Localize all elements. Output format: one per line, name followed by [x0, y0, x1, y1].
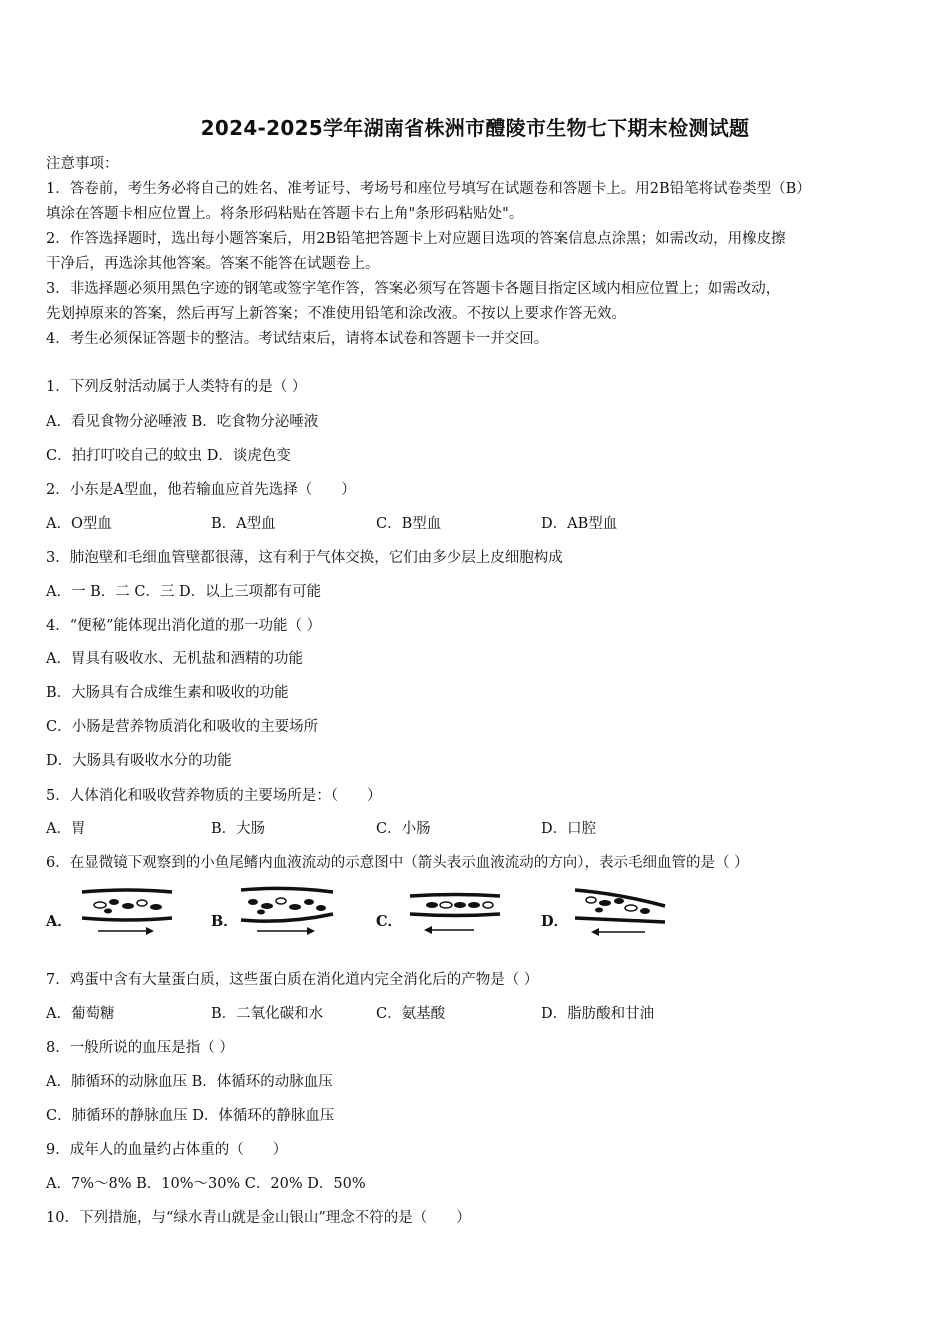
- notes-line: 2．作答选择题时，选出每小题答案后，用2B铅笔把答题卡上对应题目选项的答案信息点涂黑；如需改动，用橡皮擦: [46, 231, 786, 247]
- question-9-options: A．7%～8% B．10%～30% C．20% D．50%: [46, 1176, 366, 1192]
- question-2-option-a: A．O型血: [46, 516, 112, 532]
- question-2-option-c: C．B型血: [376, 516, 442, 532]
- option-label: D．: [541, 913, 569, 930]
- question-7-option-c: C．氨基酸: [376, 1006, 446, 1022]
- question-7-stem: 7．鸡蛋中含有大量蛋白质，这些蛋白质在消化道内完全消化后的产物是（ ）: [46, 972, 539, 988]
- question-1-options-ab: A．看见食物分泌唾液 B．吃食物分泌唾液: [46, 414, 319, 430]
- notes-line: 3．非选择题必须用黑色字迹的钢笔或签字笔作答，答案必须写在答题卡各题目指定区域内相应位置上；如需改动，: [46, 281, 781, 297]
- option-label: B．: [211, 913, 238, 930]
- question-6-figures: [0, 884, 950, 944]
- question-4-option-c: C．小肠是营养物质消化和吸收的主要场所: [46, 719, 319, 735]
- question-1-options-cd: C．拍打叮咬自己的蚊虫 D．谈虎色变: [46, 448, 291, 464]
- question-5-option-b: B．大肠: [211, 821, 266, 837]
- notes-line: 填涂在答题卡相应位置上。将条形码粘贴在答题卡右上角"条形码粘贴处"。: [46, 206, 524, 222]
- question-6-option-c: [376, 884, 516, 944]
- question-2-stem: 2．小东是A型血，他若输血应首先选择（ ）: [46, 482, 356, 498]
- question-8-stem: 8．一般所说的血压是指（ ）: [46, 1040, 234, 1056]
- question-8-options-cd: C．肺循环的静脉血压 D．体循环的静脉血压: [46, 1108, 335, 1124]
- question-2-option-d: D．AB型血: [541, 516, 618, 532]
- question-6-option-d: [541, 884, 681, 944]
- question-5-option-a: A．胃: [46, 821, 86, 837]
- notes-heading: 注意事项：: [46, 156, 119, 172]
- question-5-option-c: C．小肠: [376, 821, 431, 837]
- blood-vessel-diagram-a: [78, 884, 178, 940]
- question-4-stem: 4．“便秘”能体现出消化道的那一功能（ ）: [46, 618, 322, 634]
- question-9-stem: 9．成年人的血量约占体重的（ ）: [46, 1142, 288, 1158]
- question-2-option-b: B．A型血: [211, 516, 276, 532]
- option-label: C．: [376, 913, 403, 930]
- notes-line: 1．答卷前，考生务必将自己的姓名、准考证号、考场号和座位号填写在试题卷和答题卡上。用2B铅笔将试卷类型（B）: [46, 181, 811, 197]
- notes-line: 干净后，再选涂其他答案。答案不能答在试题卷上。: [46, 256, 380, 272]
- blood-vessel-diagram-b: [237, 884, 337, 940]
- question-6-option-b: [211, 884, 351, 944]
- question-7-option-b: B．二氧化碳和水: [211, 1006, 324, 1022]
- question-5-stem: 5．人体消化和吸收营养物质的主要场所是：（ ）: [46, 788, 382, 804]
- question-3-stem: 3．肺泡壁和毛细血管壁都很薄，这有利于气体交换，它们由多少层上皮细胞构成: [46, 550, 563, 566]
- question-8-options-ab: A．肺循环的动脉血压 B．体循环的动脉血压: [46, 1074, 333, 1090]
- blood-vessel-diagram-d: [571, 884, 671, 940]
- page-title: 2024-2025学年湖南省株洲市醴陵市生物七下期末检测试题: [200, 116, 750, 140]
- question-6-option-a: [46, 884, 176, 944]
- question-7-option-a: A．葡萄糖: [46, 1006, 115, 1022]
- option-label: A．: [46, 913, 72, 930]
- question-5-option-d: D．口腔: [541, 821, 597, 837]
- question-4-option-d: D．大肠具有吸收水分的功能: [46, 753, 232, 769]
- question-4-option-b: B．大肠具有合成维生素和吸收的功能: [46, 685, 289, 701]
- question-6-stem: 6．在显微镜下观察到的小鱼尾鳍内血液流动的示意图中（箭头表示血液流动的方向），表示毛细血管的是（ ）: [46, 855, 749, 871]
- notes-line: 先划掉原来的答案，然后再写上新答案；不准使用铅笔和涂改液。不按以上要求作答无效。: [46, 306, 626, 322]
- question-10-stem: 10．下列措施，与“绿水青山就是金山银山”理念不符的是（ ）: [46, 1210, 471, 1226]
- blood-vessel-diagram-c: [406, 884, 506, 940]
- question-7-option-d: D．脂肪酸和甘油: [541, 1006, 655, 1022]
- question-4-option-a: A．胃具有吸收水、无机盐和酒精的功能: [46, 651, 303, 667]
- notes-line: 4．考生必须保证答题卡的整洁。考试结束后，请将本试卷和答题卡一并交回。: [46, 331, 549, 347]
- question-1-stem: 1．下列反射活动属于人类特有的是（ ）: [46, 379, 307, 395]
- question-3-options: A．一 B．二 C．三 D．以上三项都有可能: [46, 584, 322, 600]
